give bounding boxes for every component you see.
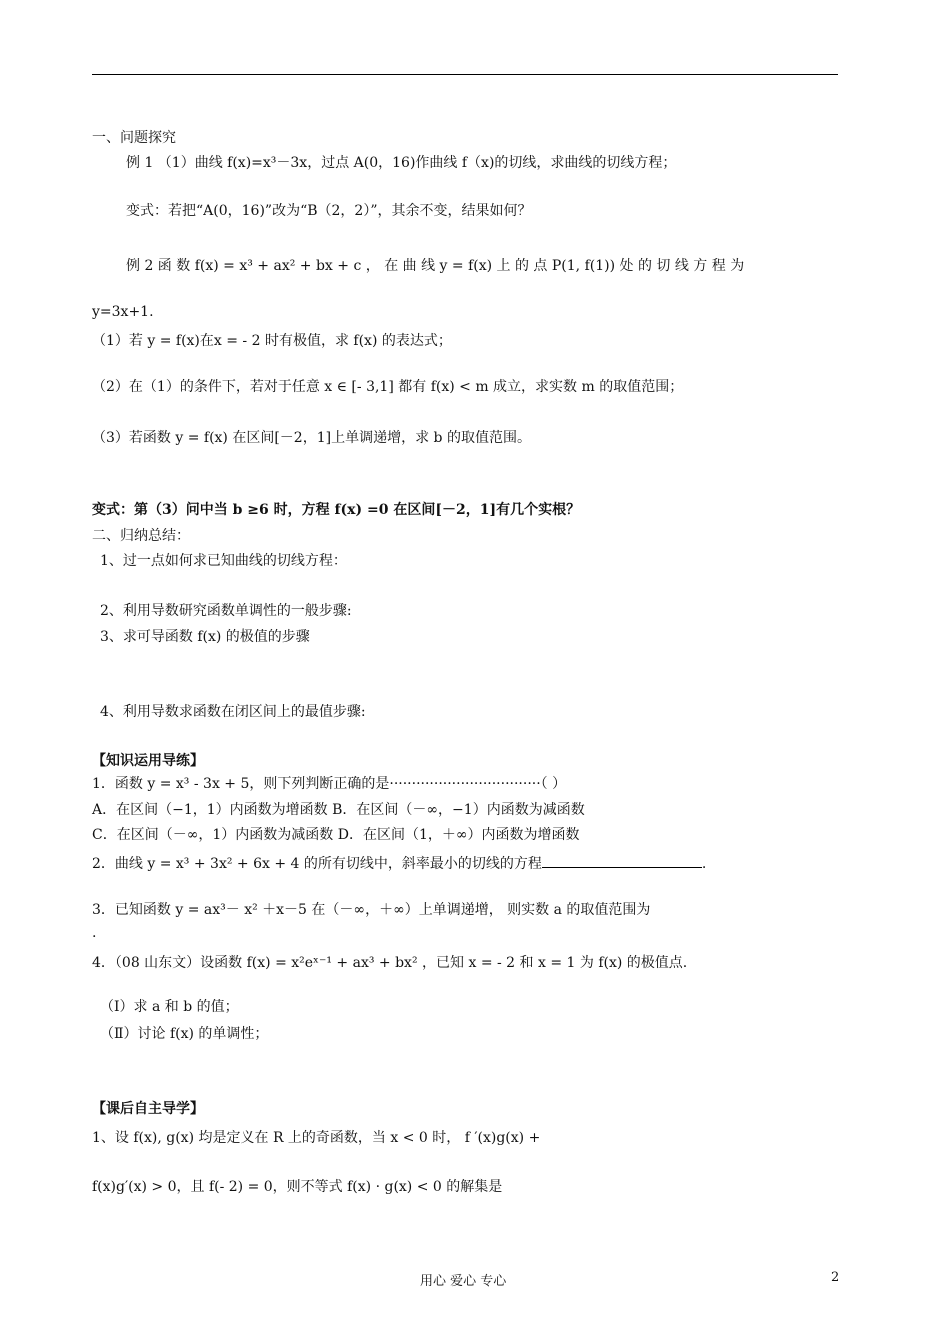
answer-blank <box>542 853 702 868</box>
example-2-part-2: （2）在（1）的条件下，若对于任意 x ∈ [- 3,1] 都有 f(x) < m 成立，求实数 m 的取值范围； <box>92 379 684 395</box>
example-2: 例 2 函 数 f(x) = x³ + ax² + bx + c ， 在 曲 线 y = f(x) 上 的 点 P(1, f(1)) 处 的 切 线 方 程 为 <box>126 258 745 274</box>
practice-question-2-end: . <box>701 856 707 872</box>
summary-item-2: 2、利用导数研究函数单调性的一般步骤: <box>100 603 352 619</box>
practice-question-4-part-2: （Ⅱ）讨论 f(x) 的单调性； <box>100 1026 269 1042</box>
page-number: 2 <box>831 1270 840 1285</box>
example-1-variant: 变式：若把“A(0，16)”改为“B（2，2）”，其余不变，结果如何？ <box>126 203 532 219</box>
practice-question-3-end: . <box>92 925 97 941</box>
practice-question-1: 1．函数 y = x³ - 3x + 5，则下列判断正确的是··································（ ） <box>92 776 567 792</box>
practice-option-cd: C．在区间（－∞，1）内函数为减函数 D．在区间（1，＋∞）内函数为增函数 <box>92 827 580 843</box>
practice-question-4-part-1: （Ⅰ）求 a 和 b 的值； <box>100 999 239 1015</box>
practice-question-3: 3．已知函数 y = ax³－ x² ＋x－5 在（－∞，＋∞）上单调递增， 则实数 a 的取值范围为 <box>92 902 651 918</box>
example-1: 例 1 （1）曲线 f(x)=x³－3x，过点 A(0，16)作曲线 f（x)的切线，求曲线的切线方程； <box>126 155 677 171</box>
homework-question-1-cont: f(x)g′(x) > 0，且 f(- 2) = 0，则不等式 f(x) · g(x) < 0 的解集是 <box>92 1179 503 1195</box>
practice-question-4: 4．（08 山东文）设函数 f(x) = x²eˣ⁻¹ + ax³ + bx² ，已知 x = - 2 和 x = 1 为 f(x) 的极值点. <box>92 955 688 971</box>
summary-item-3: 3、求可导函数 f(x) 的极值的步骤 <box>100 629 310 645</box>
practice-option-ab: A．在区间（−1，1）内函数为增函数 B．在区间（－∞，−1）内函数为减函数 <box>92 802 585 818</box>
section-title-summary: 二、归纳总结： <box>92 528 190 544</box>
practice-question-2-text: 2．曲线 y = x³ + 3x² + 6x + 4 的所有切线中，斜率最小的切线的方程 <box>92 856 542 872</box>
summary-item-1: 1、过一点如何求已知曲线的切线方程： <box>100 553 347 569</box>
footer-slogan: 用心 爱心 专心 <box>420 1274 507 1289</box>
variant-question: 变式：第（3）问中当 b ≥6 时，方程 f(x) =0 在区间[－2，1]有几个实根？ <box>92 502 581 518</box>
example-2-part-3: （3）若函数 y = f(x) 在区间[－2，1]上单调递增，求 b 的取值范围。 <box>92 430 531 446</box>
practice-question-2 <box>92 853 706 874</box>
section-title-homework: 【课后自主导学】 <box>92 1101 204 1117</box>
example-2-part-1: （1）若 y = f(x)在x = - 2 时有极值，求 f(x) 的表达式； <box>92 333 452 349</box>
section-title-inquiry: 一、问题探究 <box>92 130 176 146</box>
section-title-practice: 【知识运用导练】 <box>92 753 204 769</box>
header-rule <box>92 74 838 75</box>
summary-item-4: 4、利用导数求函数在闭区间上的最值步骤: <box>100 704 366 720</box>
homework-question-1: 1、设 f(x), g(x) 均是定义在 R 上的奇函数，当 x < 0 时， f ′(x)g(x) + <box>92 1130 541 1146</box>
example-2-cont: y=3x+1. <box>92 304 154 320</box>
